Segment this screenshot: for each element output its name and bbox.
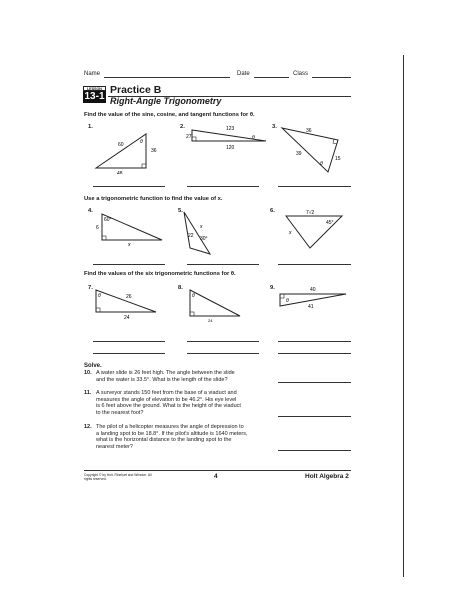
problem-10-line-2: and the water is 33.5°. What is the length of the slide?: [96, 376, 228, 383]
problem-9-label-theta: θ: [286, 298, 289, 304]
answer-blank-8b[interactable]: [187, 353, 259, 354]
answer-blank-3[interactable]: [278, 186, 351, 187]
problem-7-label-theta: θ: [98, 293, 101, 299]
margin-line: [403, 55, 404, 577]
problem-5-number: 5.: [178, 208, 183, 214]
problem-10-number: 10.: [84, 370, 92, 376]
problem-12-line-1: The pilot of a helicopter measures the angle of depression to: [96, 424, 244, 430]
date-label: Date: [237, 71, 250, 77]
problem-4-label-angle: 60°: [104, 217, 112, 223]
date-blank[interactable]: [254, 77, 289, 78]
problem-9-figure: [276, 284, 352, 318]
problem-12-text: [96, 424, 278, 450]
section1-instruction: Find the value of the sine, cosine, and tangent functions for θ.: [84, 112, 255, 118]
problem-4-label-side: 6: [96, 225, 99, 231]
problem-12-line-3: what is the horizontal distance to the landing spot to the: [96, 437, 232, 443]
problem-1-label-hyp: 60: [118, 142, 124, 148]
problem-2-label-hyp: 123: [226, 126, 235, 132]
problem-6-label-x: x: [289, 230, 292, 236]
answer-blank-5[interactable]: [187, 264, 259, 265]
problem-11-text: [96, 390, 278, 416]
solve-heading: Solve.: [84, 363, 102, 369]
answer-blank-6[interactable]: [278, 264, 351, 265]
problem-7-label-hyp: 26: [126, 294, 132, 300]
section3-instruction: Find the values of the six trigonometric functions for θ.: [84, 271, 236, 277]
problem-8-number: 8.: [178, 285, 183, 291]
answer-blank-2[interactable]: [187, 186, 259, 187]
problem-11-line-3: is 6 feet above the ground. What is the height of the viaduct: [96, 403, 241, 409]
problem-1-label-base: 48: [117, 171, 123, 174]
footer-copyright: Copyright © by Holt, Rinehart and Winston. All rights reserved.: [84, 473, 152, 481]
problem-5-label-x: x: [200, 224, 203, 230]
answer-blank-4[interactable]: [93, 264, 165, 265]
footer-book-title: Holt Algebra 2: [305, 473, 349, 480]
problem-4-label-x: x: [128, 242, 131, 248]
problem-11-number: 11.: [84, 390, 92, 396]
answer-blank-9b[interactable]: [278, 353, 351, 354]
problem-2-figure: [186, 124, 272, 154]
lesson-badge: [83, 86, 106, 103]
problem-11-line-1: A surveyor stands 150 feet from the base of a viaduct and: [96, 390, 237, 396]
problem-3-label-theta: θ: [320, 161, 323, 167]
answer-blank-8a[interactable]: [187, 341, 259, 342]
footer-rule: [84, 470, 351, 471]
problem-9-number: 9.: [270, 285, 275, 291]
problem-6-figure: [280, 206, 352, 252]
problem-6-number: 6.: [270, 208, 275, 214]
problem-4-number: 4.: [88, 208, 93, 214]
problem-5-label-angle: 30°: [200, 236, 208, 242]
problem-7-label-base: 24: [124, 315, 130, 321]
problem-7-number: 7.: [88, 285, 93, 291]
answer-blank-12[interactable]: [278, 450, 351, 451]
problem-3-label-hyp: 39: [296, 151, 302, 157]
answer-blank-11[interactable]: [278, 416, 351, 417]
answer-blank-1[interactable]: [93, 186, 165, 187]
problem-1-label-theta: θ: [140, 139, 143, 145]
answer-blank-7a[interactable]: [93, 341, 165, 342]
problem-3-label-top: 36: [306, 128, 312, 134]
problem-2-number: 2.: [180, 124, 185, 130]
problem-6-label-angle: 45°: [326, 220, 334, 226]
problem-8-label-base: 24: [208, 318, 213, 323]
problem-7-figure: [92, 284, 168, 324]
problem-9-label-hyp: 41: [308, 304, 314, 310]
page-subtitle: Right-Angle Trigonometry: [110, 96, 222, 106]
problem-1-label-side: 36: [151, 148, 157, 154]
problem-3-number: 3.: [272, 124, 277, 130]
problem-1-figure: [90, 124, 170, 174]
problem-3-figure: [276, 124, 352, 176]
lesson-label: LESSON: [83, 86, 106, 91]
answer-blank-7b[interactable]: [93, 353, 165, 354]
problem-6-label-top: 7√2: [306, 210, 315, 216]
section2-instruction: Use a trigonometric function to find the value of x.: [84, 196, 223, 202]
problem-4-figure: [92, 208, 168, 252]
problem-2-label-theta: θ: [252, 135, 255, 141]
footer-page-number: 4: [214, 473, 218, 480]
problem-12-line-4: nearest meter?: [96, 443, 133, 450]
problem-12-number: 12.: [84, 424, 92, 430]
problem-3-label-side: 15: [335, 156, 341, 162]
lesson-number: 13-1: [84, 91, 105, 102]
problem-2-label-base: 120: [226, 145, 235, 151]
problem-11-line-2: measures the angle of elevation to be 46.2°. His eye level: [96, 396, 237, 403]
problem-8-label-theta: θ: [192, 293, 195, 299]
problem-12-line-2: a landing spot to be 18.8°. If the pilot's altitude is 1640 meters,: [96, 430, 248, 437]
problem-2-label-side: 27: [186, 134, 192, 140]
answer-blank-9a[interactable]: [278, 341, 351, 342]
name-label: Name: [84, 71, 101, 77]
page-title: Practice B: [110, 84, 162, 96]
answer-blank-10[interactable]: [278, 382, 351, 383]
problem-10-line-1: A water slide is 26 feet high. The angle between the slide: [96, 370, 235, 376]
problem-5-label-side: 22: [188, 233, 194, 239]
problem-1-number: 1.: [88, 124, 93, 130]
problem-11-line-4: to the nearest foot?: [96, 409, 144, 416]
problem-9-label-top: 40: [310, 287, 316, 293]
problem-5-figure: [180, 208, 220, 258]
class-blank[interactable]: [312, 77, 351, 78]
problem-10-text: [96, 370, 278, 383]
name-blank[interactable]: [104, 77, 230, 78]
class-label: Class: [293, 71, 309, 77]
problem-8-figure: [184, 286, 248, 324]
